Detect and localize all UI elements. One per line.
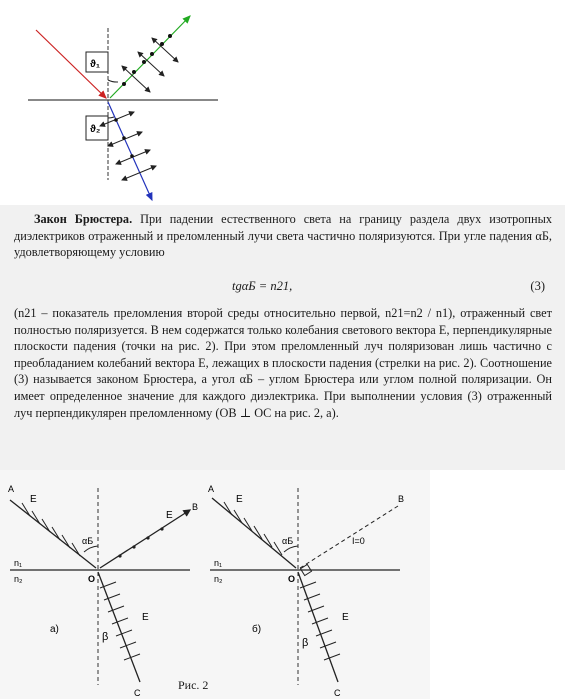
panel-a-label-n1: n₁ (14, 558, 23, 568)
paragraph-intro (14, 211, 552, 261)
figure-caption: Рис. 2 (178, 678, 209, 692)
intro-text: При падении естественного света на границу раздела двух изотропных диэлектриков отраженный и преломленный лучи света частично поляризуются. При угле падения αБ, удовлетворяющему условию (14, 212, 552, 260)
panel-b-label-B: B (398, 494, 405, 504)
panel-a-label-E3: E (142, 612, 149, 623)
panel-a-label-C: C (134, 688, 141, 698)
figure-2 (0, 470, 430, 699)
theta1-label: ϑ₁ (90, 59, 100, 70)
formula: tgαБ = n21, (232, 279, 293, 293)
panel-b-label-C: C (334, 688, 341, 698)
panel-a-sublabel: а) (50, 624, 59, 635)
panel-b-refracted (298, 572, 338, 682)
panel-b-label-I0: I=0 (352, 536, 365, 546)
panel-a-label-E2: E (166, 510, 173, 521)
reflected-polarization-arrows (122, 38, 178, 92)
text-block (0, 205, 565, 470)
panel-b-label-E1: E (236, 494, 243, 505)
panel-b-label-n1: n₁ (214, 558, 223, 568)
panel-a-refracted (98, 572, 140, 682)
panel-b-label-O: O (288, 574, 296, 584)
panel-b (208, 484, 404, 698)
panel-a-label-O: O (88, 574, 96, 584)
top-ray-diagram (0, 0, 260, 205)
panel-b-label-n2: n₂ (214, 574, 223, 584)
panel-a-label-A: A (8, 484, 15, 494)
formula-row (0, 279, 565, 297)
panel-b-incident (212, 498, 296, 568)
reflected-ray (110, 16, 190, 98)
panel-b-alpha-arc (284, 546, 298, 552)
panel-b-label-beta: β (302, 637, 309, 649)
panel-b-label-E2: E (342, 612, 349, 623)
panel-b-sublabel: б) (252, 624, 262, 635)
panel-a-label-alpha: αБ (82, 536, 94, 546)
refracted-ray (108, 102, 152, 200)
panel-a-label-n2: n₂ (14, 574, 23, 584)
panel-a-reflected (100, 510, 190, 568)
panel-a-label-B: B (192, 502, 199, 512)
theta2-label: ϑ₂ (90, 124, 101, 135)
panel-b-label-alpha: αБ (282, 536, 294, 546)
heading-brewster-law: Закон Брюстера. (34, 212, 133, 226)
panel-a (8, 484, 198, 698)
panel-a-label-beta: β (102, 631, 109, 643)
panel-b-label-A: A (208, 484, 215, 494)
panel-b-reflected (300, 506, 398, 568)
paragraph-explanation: (n21 – показатель преломления второй среды относительно первой, n21=n2 / n1), отраженный свет полностью поляризуется. В нем содержатся только колебания светового вектора E, перпендикулярные плоскости падения (точки на рис. 2). При этом преломленный луч поляризован лишь частично с преобладанием колебаний вектора E, лежащих в плоскости падения (стрелки на рис. 2). Соотношение (3) называется законом Брюстера, а угол αБ – углом Брюстера или углом полной поляризации. Он имеет определенное значение для каждого диэлектрика. При выполнении условия (3) отраженный луч перпендикулярен преломленному (OB ⊥ OC на рис. 2, а). (14, 306, 552, 420)
panel-a-incident (10, 500, 96, 568)
formula-number: (3) (530, 279, 545, 293)
theta1-arc (108, 80, 118, 82)
theta2-arc (108, 117, 114, 118)
panel-b-incident-ticks (224, 502, 282, 555)
panel-a-label-E1: E (30, 494, 37, 505)
panel-a-alpha-arc (84, 546, 98, 552)
